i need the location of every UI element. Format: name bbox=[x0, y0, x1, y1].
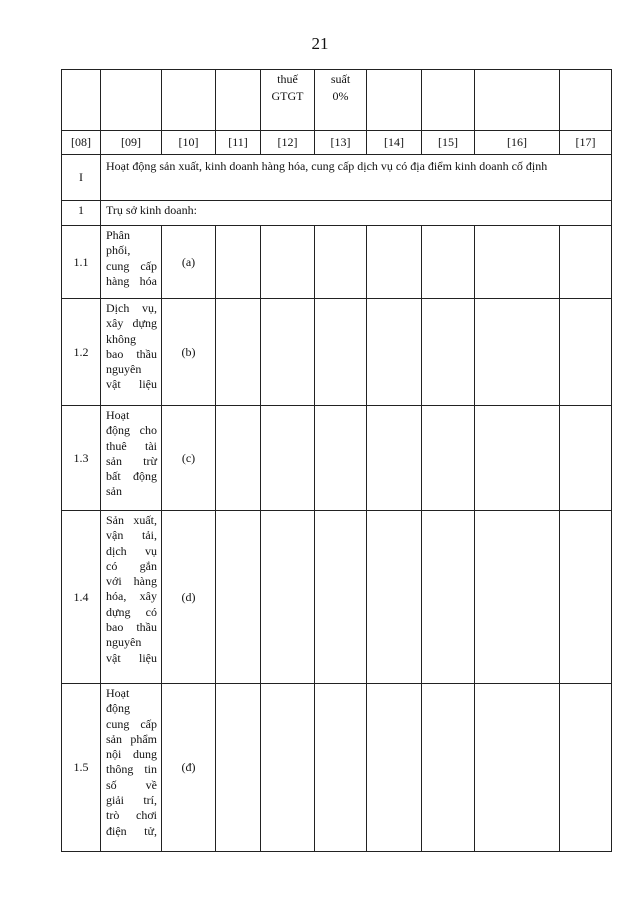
subsection-title: Trụ sở kinh doanh: bbox=[101, 201, 612, 226]
desc-line: động cho bbox=[106, 423, 157, 438]
empty-cell bbox=[261, 406, 315, 511]
row-description bbox=[101, 511, 162, 684]
empty-cell bbox=[422, 406, 475, 511]
row-number: 1.4 bbox=[62, 511, 101, 684]
column-code: [17] bbox=[560, 131, 612, 155]
desc-line: bất động bbox=[106, 469, 157, 484]
desc-line: Dịch vụ, bbox=[106, 301, 157, 315]
desc-line: vật liệu bbox=[106, 377, 157, 392]
row-code: (đ) bbox=[162, 684, 216, 852]
empty-cell bbox=[475, 511, 560, 684]
empty-cell bbox=[315, 684, 367, 852]
table-header-row bbox=[62, 70, 612, 131]
table-row bbox=[62, 226, 612, 299]
header-cell bbox=[367, 70, 422, 131]
header-cell bbox=[216, 70, 261, 131]
column-code: [11] bbox=[216, 131, 261, 155]
empty-cell bbox=[367, 406, 422, 511]
row-description bbox=[101, 406, 162, 511]
table-row bbox=[62, 684, 612, 852]
desc-line: không bbox=[106, 331, 136, 346]
header-cell bbox=[422, 70, 475, 131]
empty-cell bbox=[216, 684, 261, 852]
empty-cell bbox=[216, 299, 261, 406]
section-number: I bbox=[62, 155, 101, 201]
row-description bbox=[101, 299, 162, 406]
desc-line: nguyên bbox=[106, 635, 142, 650]
empty-cell bbox=[216, 406, 261, 511]
empty-cell bbox=[216, 511, 261, 684]
empty-cell bbox=[422, 684, 475, 852]
empty-cell bbox=[261, 226, 315, 299]
desc-line: Sản xuất, bbox=[106, 513, 157, 527]
desc-line: cung cấp bbox=[106, 258, 157, 273]
desc-line: động bbox=[106, 701, 130, 716]
empty-cell bbox=[560, 511, 612, 684]
empty-cell bbox=[315, 511, 367, 684]
empty-cell bbox=[261, 299, 315, 406]
desc-line: thuê tài bbox=[106, 438, 157, 453]
empty-cell bbox=[315, 226, 367, 299]
section-row bbox=[62, 155, 612, 201]
tax-declaration-table bbox=[61, 69, 612, 852]
desc-line: có gắn bbox=[106, 558, 157, 573]
empty-cell bbox=[475, 226, 560, 299]
row-code: (d) bbox=[162, 511, 216, 684]
desc-line: nội dung bbox=[106, 747, 157, 762]
empty-cell bbox=[261, 684, 315, 852]
empty-cell bbox=[315, 406, 367, 511]
header-col12-line2: GTGT bbox=[271, 89, 304, 103]
header-col13 bbox=[315, 70, 367, 131]
row-number: 1.3 bbox=[62, 406, 101, 511]
column-code: [15] bbox=[422, 131, 475, 155]
table-row bbox=[62, 299, 612, 406]
desc-line: hóa, xây bbox=[106, 589, 157, 604]
desc-line: sản trừ bbox=[106, 453, 157, 468]
row-number: 1.5 bbox=[62, 684, 101, 852]
desc-line: số về bbox=[106, 777, 157, 792]
desc-line: phối, bbox=[106, 243, 131, 258]
column-code: [10] bbox=[162, 131, 216, 155]
desc-line: Hoạt bbox=[106, 686, 130, 700]
section-title: Hoạt động sản xuất, kinh doanh hàng hóa, cung cấp dịch vụ có địa điểm kinh doanh cố định bbox=[101, 155, 612, 201]
subsection-number: 1 bbox=[62, 201, 101, 226]
desc-line: dựng có bbox=[106, 604, 157, 619]
desc-line: dịch vụ bbox=[106, 543, 157, 558]
desc-line: cung cấp bbox=[106, 716, 157, 731]
subsection-row bbox=[62, 201, 612, 226]
header-cell bbox=[62, 70, 101, 131]
empty-cell bbox=[422, 299, 475, 406]
row-code: (c) bbox=[162, 406, 216, 511]
column-code: [12] bbox=[261, 131, 315, 155]
header-cell bbox=[101, 70, 162, 131]
header-cell bbox=[475, 70, 560, 131]
column-code: [09] bbox=[101, 131, 162, 155]
desc-line: bao thầu bbox=[106, 346, 157, 361]
desc-line: xây dựng bbox=[106, 316, 157, 331]
header-cell bbox=[162, 70, 216, 131]
desc-line: điện tử, bbox=[106, 823, 157, 838]
row-number: 1.2 bbox=[62, 299, 101, 406]
header-col12 bbox=[261, 70, 315, 131]
header-col12-line1: thuế bbox=[277, 72, 298, 86]
page-number: 21 bbox=[311, 34, 329, 53]
empty-cell bbox=[560, 226, 612, 299]
desc-line: sản phẩm bbox=[106, 731, 157, 746]
row-code: (b) bbox=[162, 299, 216, 406]
empty-cell bbox=[367, 511, 422, 684]
empty-cell bbox=[422, 226, 475, 299]
empty-cell bbox=[367, 226, 422, 299]
empty-cell bbox=[560, 406, 612, 511]
empty-cell bbox=[475, 684, 560, 852]
desc-line: sản bbox=[106, 484, 122, 499]
empty-cell bbox=[216, 226, 261, 299]
desc-line: giải trí, bbox=[106, 793, 157, 808]
empty-cell bbox=[367, 299, 422, 406]
row-description bbox=[101, 684, 162, 852]
desc-line: nguyên bbox=[106, 362, 142, 377]
column-code: [13] bbox=[315, 131, 367, 155]
desc-line: vận tải, bbox=[106, 528, 157, 543]
empty-cell bbox=[475, 299, 560, 406]
empty-cell bbox=[367, 684, 422, 852]
table-row bbox=[62, 511, 612, 684]
empty-cell bbox=[315, 299, 367, 406]
row-number: 1.1 bbox=[62, 226, 101, 299]
row-description bbox=[101, 226, 162, 299]
desc-line: vật liệu bbox=[106, 650, 157, 665]
header-col13-line2: 0% bbox=[332, 89, 349, 103]
row-code: (a) bbox=[162, 226, 216, 299]
header-cell bbox=[560, 70, 612, 131]
column-code-row bbox=[62, 131, 612, 155]
empty-cell bbox=[261, 511, 315, 684]
desc-line: Phân bbox=[106, 228, 130, 242]
empty-cell bbox=[560, 684, 612, 852]
empty-cell bbox=[475, 406, 560, 511]
desc-line: bao thầu bbox=[106, 620, 157, 635]
empty-cell bbox=[560, 299, 612, 406]
desc-line: với hàng bbox=[106, 574, 157, 589]
desc-line: hàng hóa bbox=[106, 273, 157, 288]
desc-line: Hoạt bbox=[106, 408, 130, 422]
column-code: [08] bbox=[62, 131, 101, 155]
header-col13-line1: suất bbox=[330, 72, 351, 86]
desc-line: thông tin bbox=[106, 762, 157, 777]
empty-cell bbox=[422, 511, 475, 684]
desc-line: trò chơi bbox=[106, 808, 157, 823]
column-code: [16] bbox=[475, 131, 560, 155]
table-row bbox=[62, 406, 612, 511]
column-code: [14] bbox=[367, 131, 422, 155]
